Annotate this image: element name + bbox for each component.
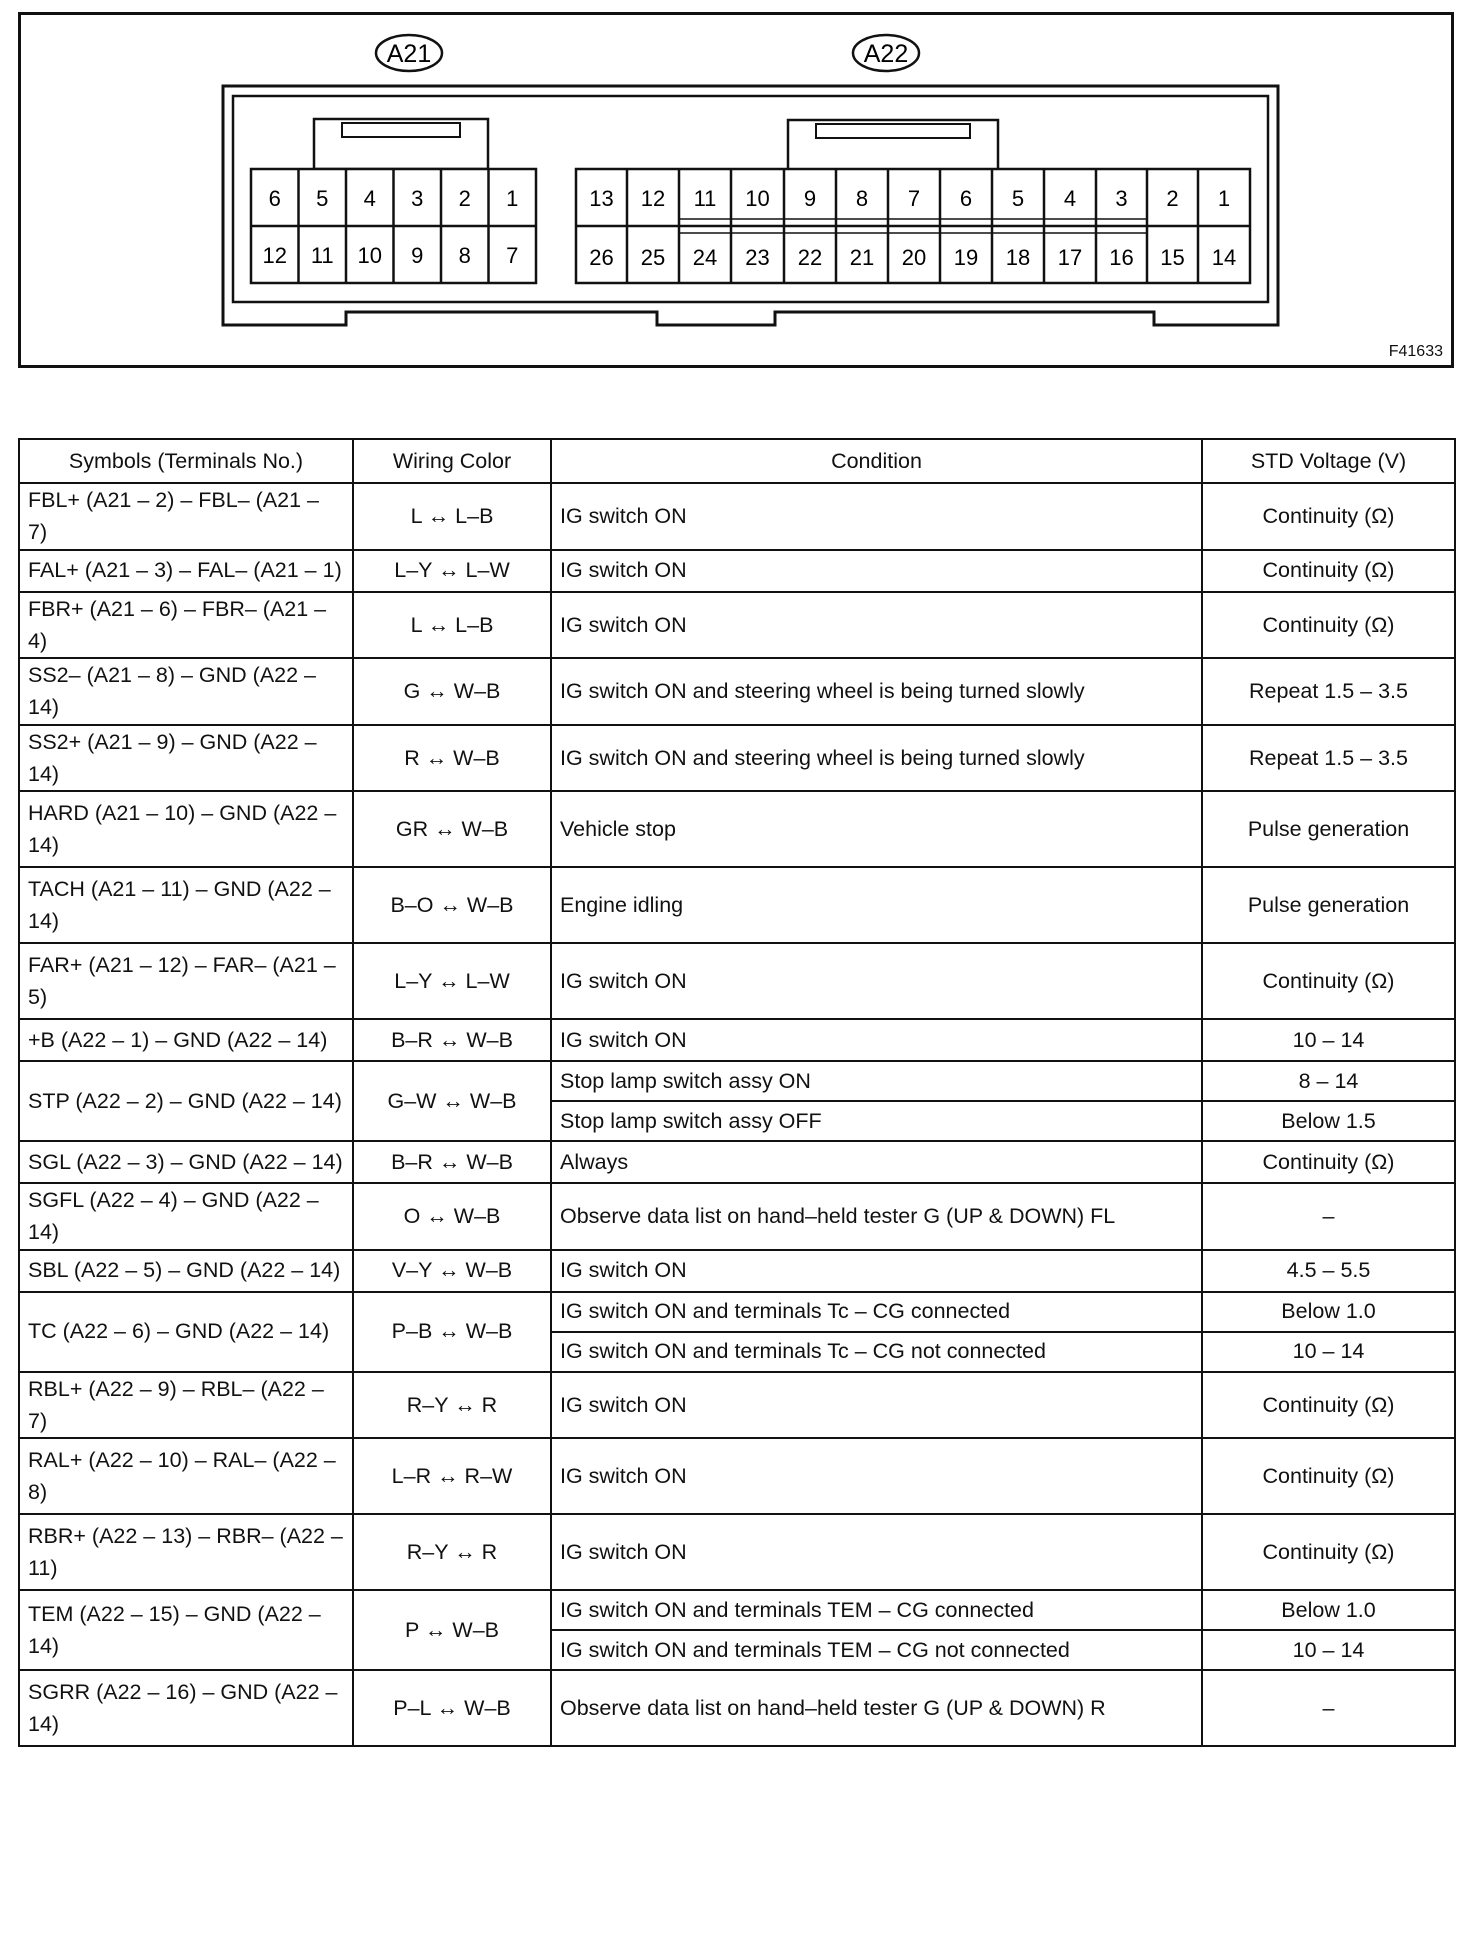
table-row	[19, 791, 1455, 867]
cell-std-voltage: Continuity (Ω)	[1202, 483, 1455, 550]
table-row	[19, 1514, 1455, 1590]
a21-pin-label: 4	[363, 186, 376, 211]
cell-condition: IG switch ON	[551, 1250, 1202, 1292]
cell-std-voltage: 4.5 – 5.5	[1202, 1250, 1455, 1292]
cell-wiring-color: L–Y ↔ L–W	[353, 943, 551, 1019]
cell-symbol: +B (A22 – 1) – GND (A22 – 14)	[19, 1019, 353, 1061]
connector-drawing	[21, 15, 1451, 365]
a22-pin-label: 25	[640, 245, 666, 270]
cell-condition: IG switch ON	[551, 483, 1202, 550]
a22-pin-label: 22	[797, 245, 823, 270]
cell-std-voltage: Repeat 1.5 – 3.5	[1202, 725, 1455, 792]
cell-wiring-color: R ↔ W–B	[353, 725, 551, 792]
cell-std-voltage: 10 – 14	[1202, 1019, 1455, 1061]
a21-latch	[314, 119, 488, 169]
a21-pin-label: 11	[310, 243, 334, 268]
a22-pin-label: 19	[953, 245, 979, 270]
a22-pin-label: 14	[1211, 245, 1237, 270]
a22-pin-label: 3	[1115, 186, 1128, 211]
a22-latch	[788, 120, 998, 170]
cell-wiring-color: L ↔ L–B	[353, 483, 551, 550]
cell-symbol: SBL (A22 – 5) – GND (A22 – 14)	[19, 1250, 353, 1292]
a22-pin-label: 17	[1057, 245, 1083, 270]
cell-std-voltage: Continuity (Ω)	[1202, 550, 1455, 592]
table-row	[19, 1141, 1455, 1183]
a21-pin-label: 12	[262, 243, 287, 268]
a22-pin-label: 20	[901, 245, 927, 270]
cell-wiring-color: V–Y ↔ W–B	[353, 1250, 551, 1292]
cell-condition: Observe data list on hand–held tester G (UP & DOWN) FL	[551, 1183, 1202, 1250]
cell-condition: Observe data list on hand–held tester G (UP & DOWN) R	[551, 1670, 1202, 1746]
a22-pin-label: 13	[589, 186, 614, 211]
cell-wiring-color: G–W ↔ W–B	[353, 1061, 551, 1141]
cell-symbol: RAL+ (A22 – 10) – RAL– (A22 – 8)	[19, 1438, 353, 1514]
cell-wiring-color: B–O ↔ W–B	[353, 867, 551, 943]
cell-wiring-color: P–B ↔ W–B	[353, 1292, 551, 1372]
table-row	[19, 1183, 1455, 1250]
cell-symbol: FBR+ (A21 – 6) – FBR– (A21 – 4)	[19, 592, 353, 659]
cell-condition: IG switch ON	[551, 1438, 1202, 1514]
connector-diagram	[18, 12, 1454, 368]
a22-pin-grid	[576, 169, 1250, 283]
a21-pin-label: 3	[411, 186, 424, 211]
cell-symbol: RBR+ (A22 – 13) – RBR– (A22 – 11)	[19, 1514, 353, 1590]
table-row	[19, 725, 1455, 792]
a21-pin-label: 2	[458, 186, 471, 211]
table-row	[19, 1019, 1455, 1061]
table-header-row	[19, 439, 1455, 483]
cell-std-voltage: 10 – 14	[1202, 1630, 1455, 1670]
figure-id: F41633	[1388, 343, 1443, 360]
cell-wiring-color: R–Y ↔ R	[353, 1372, 551, 1439]
cell-symbol: SGRR (A22 – 16) – GND (A22 – 14)	[19, 1670, 353, 1746]
cell-wiring-color: P ↔ W–B	[353, 1590, 551, 1670]
a22-pin-label: 10	[745, 186, 770, 211]
table-row	[19, 658, 1455, 725]
cell-wiring-color: R–Y ↔ R	[353, 1514, 551, 1590]
a21-pin-label: 6	[268, 186, 281, 211]
cell-std-voltage: –	[1202, 1183, 1455, 1250]
cell-std-voltage: 8 – 14	[1202, 1061, 1455, 1101]
a21-pin-label: 1	[506, 186, 519, 211]
cell-std-voltage: Below 1.0	[1202, 1292, 1455, 1332]
a22-pin-label: 23	[745, 245, 770, 270]
cell-condition: IG switch ON	[551, 943, 1202, 1019]
cell-condition: IG switch ON	[551, 1514, 1202, 1590]
spec-table	[18, 438, 1456, 1747]
header-std-voltage: STD Voltage (V)	[1202, 439, 1455, 483]
cell-std-voltage: Below 1.5	[1202, 1101, 1455, 1141]
connector-a21-label: A21	[386, 40, 432, 68]
a22-pin-label: 9	[803, 186, 817, 211]
a22-pin-label: 2	[1166, 186, 1179, 211]
table-row	[19, 1292, 1455, 1332]
cell-symbol: FAR+ (A21 – 12) – FAR– (A21 – 5)	[19, 943, 353, 1019]
cell-std-voltage: Below 1.0	[1202, 1590, 1455, 1630]
cell-symbol: FBL+ (A21 – 2) – FBL– (A21 – 7)	[19, 483, 353, 550]
a21-pin-label: 8	[458, 243, 471, 268]
cell-symbol: FAL+ (A21 – 3) – FAL– (A21 – 1)	[19, 550, 353, 592]
a22-pin-label: 1	[1217, 186, 1231, 211]
cell-symbol: HARD (A21 – 10) – GND (A22 – 14)	[19, 791, 353, 867]
cell-condition: IG switch ON and terminals TEM – CG connected	[551, 1590, 1202, 1630]
a22-pin-label: 15	[1160, 245, 1185, 270]
cell-symbol: SS2– (A21 – 8) – GND (A22 – 14)	[19, 658, 353, 725]
cell-condition: IG switch ON and steering wheel is being turned slowly	[551, 658, 1202, 725]
cell-std-voltage: –	[1202, 1670, 1455, 1746]
cell-wiring-color: O ↔ W–B	[353, 1183, 551, 1250]
a21-pin-label: 10	[357, 243, 382, 268]
cell-condition: IG switch ON and terminals Tc – CG not connected	[551, 1332, 1202, 1372]
a21-pin-label: 7	[506, 243, 519, 268]
table-row	[19, 1372, 1455, 1439]
cell-condition: Stop lamp switch assy ON	[551, 1061, 1202, 1101]
cell-wiring-color: P–L ↔ W–B	[353, 1670, 551, 1746]
cell-condition: Always	[551, 1141, 1202, 1183]
a22-pin-label: 11	[693, 186, 717, 211]
a21-pin-grid	[251, 169, 536, 283]
connector-label-a22	[853, 35, 919, 71]
cell-wiring-color: G ↔ W–B	[353, 658, 551, 725]
a22-pin-label: 5	[1011, 186, 1025, 211]
cell-condition: Stop lamp switch assy OFF	[551, 1101, 1202, 1141]
a22-pin-label: 7	[907, 186, 921, 211]
cell-condition: IG switch ON	[551, 592, 1202, 659]
header-wiring-color: Wiring Color	[353, 439, 551, 483]
a22-pin-label: 4	[1063, 186, 1077, 211]
cell-std-voltage: Pulse generation	[1202, 867, 1455, 943]
cell-std-voltage: Continuity (Ω)	[1202, 1438, 1455, 1514]
table-row	[19, 1250, 1455, 1292]
connector-a22-label: A22	[863, 40, 909, 68]
cell-symbol: STP (A22 – 2) – GND (A22 – 14)	[19, 1061, 353, 1141]
cell-wiring-color: B–R ↔ W–B	[353, 1141, 551, 1183]
table-row	[19, 867, 1455, 943]
cell-std-voltage: Pulse generation	[1202, 791, 1455, 867]
cell-std-voltage: Continuity (Ω)	[1202, 1514, 1455, 1590]
a22-pin-label: 21	[849, 245, 875, 270]
table-row	[19, 1438, 1455, 1514]
table-row	[19, 550, 1455, 592]
cell-condition: Vehicle stop	[551, 791, 1202, 867]
cell-symbol: TACH (A21 – 11) – GND (A22 – 14)	[19, 867, 353, 943]
cell-condition: Engine idling	[551, 867, 1202, 943]
header-symbols: Symbols (Terminals No.)	[19, 439, 353, 483]
a22-pin-label: 16	[1109, 245, 1134, 270]
table-row	[19, 943, 1455, 1019]
cell-wiring-color: L–Y ↔ L–W	[353, 550, 551, 592]
cell-std-voltage: 10 – 14	[1202, 1332, 1455, 1372]
cell-condition: IG switch ON	[551, 1372, 1202, 1439]
cell-symbol: RBL+ (A22 – 9) – RBL– (A22 – 7)	[19, 1372, 353, 1439]
a21-pin-label: 9	[411, 243, 424, 268]
table-row	[19, 1670, 1455, 1746]
cell-symbol: TEM (A22 – 15) – GND (A22 – 14)	[19, 1590, 353, 1670]
cell-condition: IG switch ON and terminals TEM – CG not connected	[551, 1630, 1202, 1670]
cell-condition: IG switch ON	[551, 1019, 1202, 1061]
a22-pin-label: 6	[959, 186, 973, 211]
cell-std-voltage: Continuity (Ω)	[1202, 592, 1455, 659]
cell-symbol: SS2+ (A21 – 9) – GND (A22 – 14)	[19, 725, 353, 792]
cell-wiring-color: L ↔ L–B	[353, 592, 551, 659]
cell-std-voltage: Continuity (Ω)	[1202, 943, 1455, 1019]
cell-std-voltage: Continuity (Ω)	[1202, 1141, 1455, 1183]
cell-std-voltage: Repeat 1.5 – 3.5	[1202, 658, 1455, 725]
cell-condition: IG switch ON and steering wheel is being turned slowly	[551, 725, 1202, 792]
cell-wiring-color: GR ↔ W–B	[353, 791, 551, 867]
cell-condition: IG switch ON and terminals Tc – CG connected	[551, 1292, 1202, 1332]
header-condition: Condition	[551, 439, 1202, 483]
cell-symbol: TC (A22 – 6) – GND (A22 – 14)	[19, 1292, 353, 1372]
a22-pin-label: 8	[855, 186, 869, 211]
a21-pin-label: 5	[316, 186, 329, 211]
a22-pin-label: 12	[640, 186, 666, 211]
cell-wiring-color: B–R ↔ W–B	[353, 1019, 551, 1061]
cell-condition: IG switch ON	[551, 550, 1202, 592]
table-row	[19, 1590, 1455, 1630]
connector-label-a21	[376, 35, 442, 71]
table-row	[19, 592, 1455, 659]
cell-symbol: SGFL (A22 – 4) – GND (A22 – 14)	[19, 1183, 353, 1250]
cell-wiring-color: L–R ↔ R–W	[353, 1438, 551, 1514]
spec-table-body	[19, 483, 1455, 1746]
a22-pin-label: 26	[589, 245, 614, 270]
a22-pin-label: 18	[1005, 245, 1031, 270]
cell-std-voltage: Continuity (Ω)	[1202, 1372, 1455, 1439]
a22-pin-label: 24	[692, 245, 718, 270]
table-row	[19, 1061, 1455, 1101]
table-row	[19, 483, 1455, 550]
cell-symbol: SGL (A22 – 3) – GND (A22 – 14)	[19, 1141, 353, 1183]
